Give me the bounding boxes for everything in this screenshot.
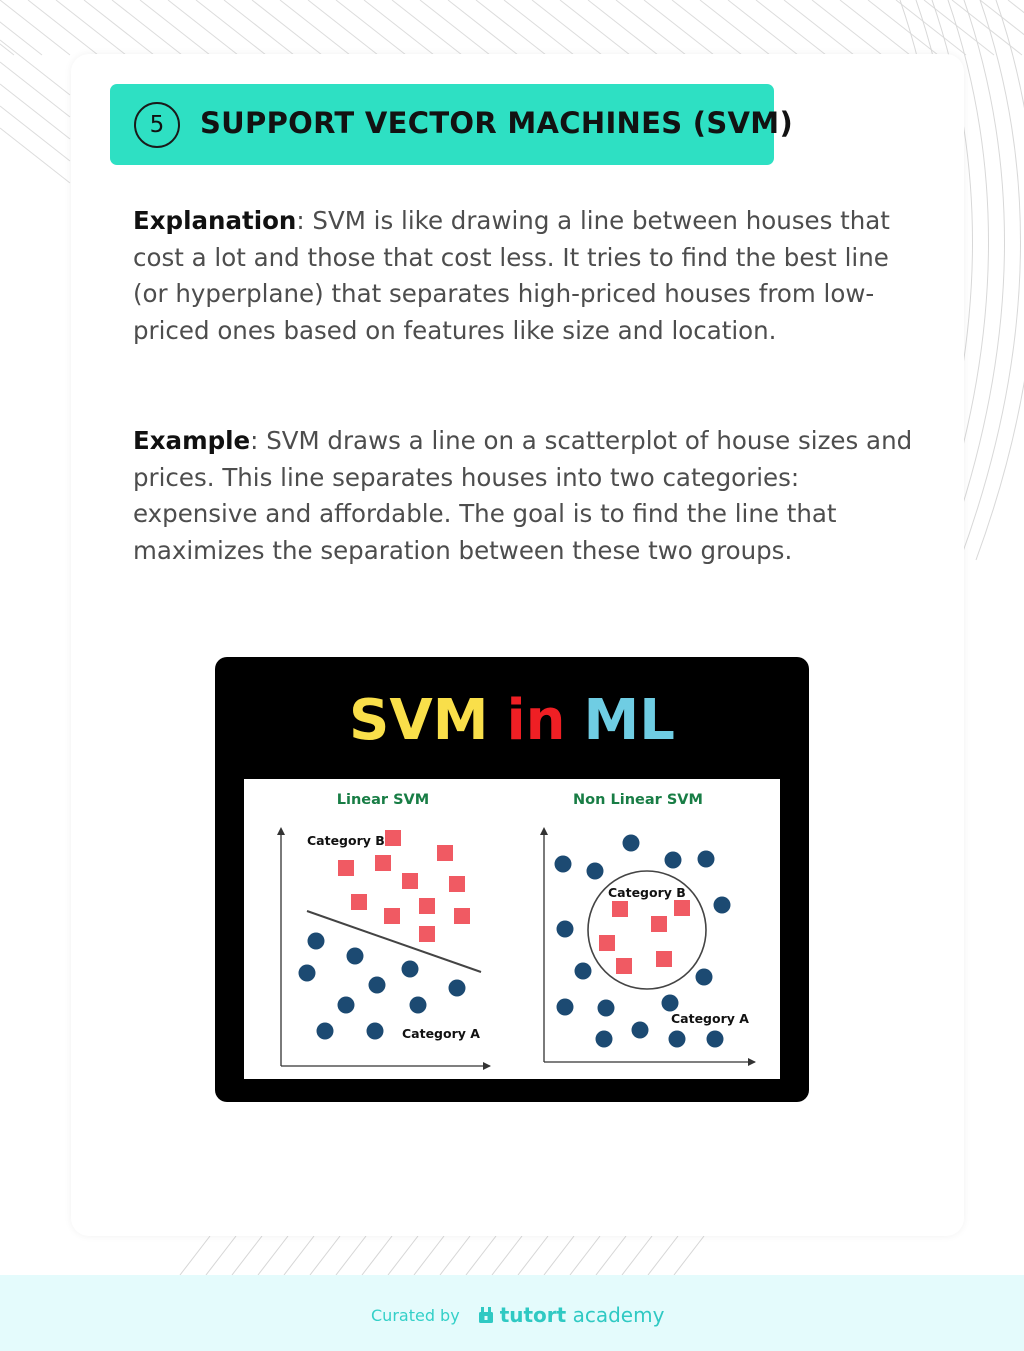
category-b-square: [616, 958, 632, 974]
category-a-circle: [623, 835, 640, 852]
example-label: Example: [133, 426, 251, 455]
category-a-circle: [402, 961, 419, 978]
category-a-circle: [410, 997, 427, 1014]
section-title-banner: [110, 84, 794, 165]
nonlinear-svm-title: Non Linear SVM: [573, 792, 703, 808]
nonlinear-category-a-label: Category A: [671, 1011, 749, 1026]
category-a-circle: [698, 851, 715, 868]
category-a-circle: [557, 921, 574, 938]
curated-by-text: Curated by: [371, 1305, 460, 1325]
category-b-square: [651, 916, 667, 932]
category-a-circle: [299, 965, 316, 982]
section-number-badge: 5: [134, 102, 180, 148]
category-a-circle: [347, 948, 364, 965]
category-a-circle: [632, 1022, 649, 1039]
footer: [0, 1275, 1024, 1351]
brand-light-text: academy: [566, 1303, 665, 1327]
category-a-circle: [369, 977, 386, 994]
nonlinear-category-b-label: Category B: [608, 885, 686, 900]
category-a-circle: [669, 1031, 686, 1048]
brand-bold-text: tutort: [499, 1303, 567, 1327]
category-a-circle: [338, 997, 355, 1014]
linear-category-b-label: Category B: [307, 833, 385, 848]
figure-title-in: in: [506, 688, 566, 753]
category-a-circle: [714, 897, 731, 914]
category-a-circle: [367, 1023, 384, 1040]
figure-title-ml: ML: [583, 688, 675, 753]
category-a-circle: [555, 856, 572, 873]
figure-title-svm: SVM: [349, 688, 489, 753]
category-a-circle: [598, 1000, 615, 1017]
category-b-square: [612, 901, 628, 917]
category-b-square: [385, 830, 401, 846]
category-a-circle: [449, 980, 466, 997]
category-b-square: [384, 908, 400, 924]
svm-illustration: [215, 657, 809, 1102]
category-b-square: [454, 908, 470, 924]
category-a-circle: [696, 969, 713, 986]
category-a-circle: [317, 1023, 334, 1040]
footer-credit: [371, 1302, 664, 1328]
category-a-circle: [575, 963, 592, 980]
category-b-square: [375, 855, 391, 871]
tutort-academy-brand: [500, 1303, 665, 1327]
category-b-square: [419, 898, 435, 914]
category-b-square: [351, 894, 367, 910]
category-a-circle: [662, 995, 679, 1012]
category-b-square: [437, 845, 453, 861]
tutort-logo-icon: [478, 1306, 494, 1324]
category-b-square: [402, 873, 418, 889]
explanation-label: Explanation: [133, 206, 297, 235]
linear-category-a-label: Category A: [402, 1026, 480, 1041]
category-b-square: [449, 876, 465, 892]
category-b-square: [599, 935, 615, 951]
svm-illustration-svg: [215, 657, 809, 1102]
category-a-circle: [707, 1031, 724, 1048]
category-a-circle: [308, 933, 325, 950]
category-b-square: [656, 951, 672, 967]
figure-title: [349, 688, 675, 753]
category-b-square: [419, 926, 435, 942]
category-a-circle: [587, 863, 604, 880]
category-a-circle: [557, 999, 574, 1016]
example-text: : SVM draws a line on a scatterplot of house sizes and prices. This line separates houses into two categories: expensive and affordable. The goal is to find the line that maximizes the separation between these two groups.: [133, 426, 913, 566]
category-b-square: [674, 900, 690, 916]
category-a-circle: [596, 1031, 613, 1048]
linear-svm-title: Linear SVM: [336, 792, 430, 808]
example-paragraph: [133, 423, 923, 570]
category-a-circle: [665, 852, 682, 869]
explanation-text: : SVM is like drawing a line between houses that cost a lot and those that cost less. It tries to find the best line (or hyperplane) that separates high-priced houses from low-priced ones based on features like size and location.: [133, 206, 890, 346]
section-title: SUPPORT VECTOR MACHINES (SVM): [200, 106, 794, 140]
explanation-paragraph: [133, 203, 923, 350]
category-b-square: [338, 860, 354, 876]
